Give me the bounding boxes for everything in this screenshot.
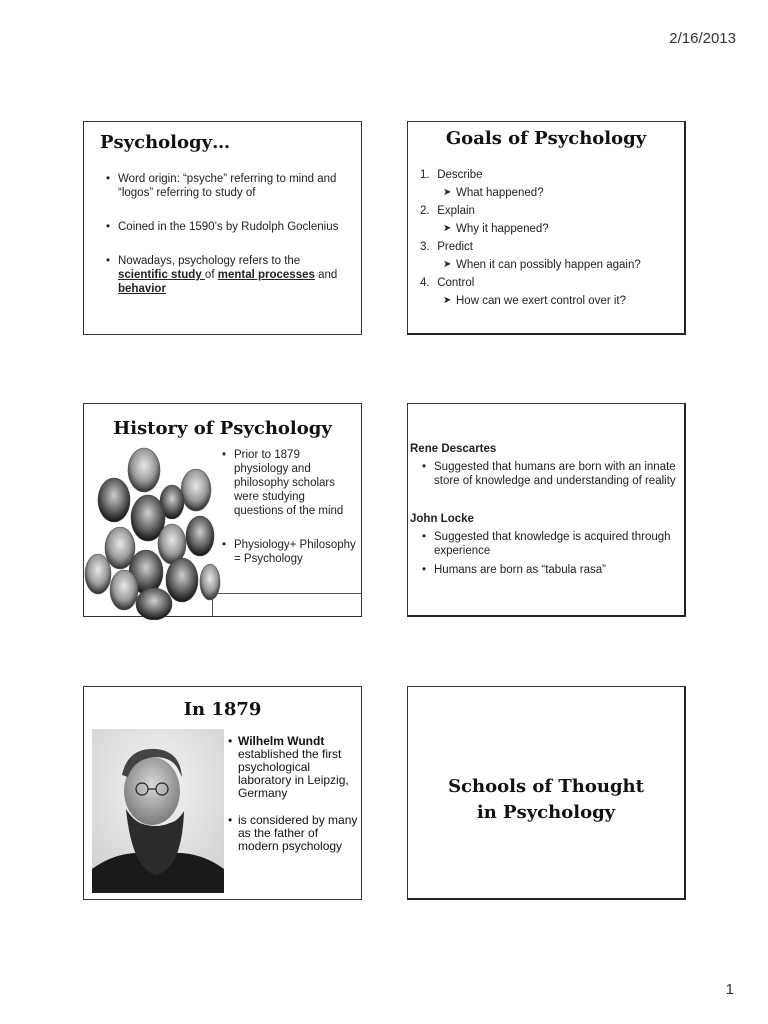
date-label: 2/16/2013 (669, 30, 736, 47)
bullet-wundt (228, 735, 358, 800)
goals-list (420, 168, 680, 312)
bullet-locke-2: • Humans are born as “tabula rasa” (420, 563, 682, 577)
slide-descartes-locke (407, 403, 686, 617)
goal-number: 3. (420, 241, 430, 253)
page-number: 1 (725, 981, 734, 998)
goal-number: 1. (420, 169, 430, 181)
goal-item (420, 276, 680, 308)
slide-title: History of Psychology (113, 418, 332, 439)
portrait-collage-image (84, 444, 222, 620)
arrow-bullet-icon: ➤ (443, 259, 452, 270)
bullet-descartes: • Suggested that humans are born with an innate store of knowledge and understanding of reality (420, 460, 682, 488)
slide-history (83, 403, 362, 617)
arrow-bullet-icon: ➤ (443, 223, 452, 234)
wundt-portrait-image (92, 729, 224, 893)
slide-title: Psychology… (100, 132, 231, 153)
bullet-locke-1: • Suggested that knowledge is acquired through experience (420, 530, 682, 558)
text-fragment: established the first psychological laboratory in Leipzig, Germany (238, 747, 349, 800)
arrow-bullet-icon: ➤ (443, 295, 452, 306)
bullet-word-origin: • Word origin: “psyche” referring to mind and “logos” referring to study of (104, 172, 344, 200)
goal-sub: Why it happened? (456, 223, 549, 235)
slide-body (228, 735, 358, 867)
slide-body (220, 448, 356, 586)
goal-label: Explain (437, 205, 475, 217)
slide-title (408, 774, 684, 826)
text-fragment: Nowadays, psychology refers to the (118, 255, 301, 267)
slide-body (410, 442, 682, 601)
goal-label: Control (437, 277, 475, 289)
goal-sub: What happened? (456, 187, 544, 199)
slide-title: In 1879 (183, 699, 262, 720)
person-name: Rene Descartes (410, 443, 497, 455)
goal-item (420, 168, 680, 200)
person-name: Wilhelm Wundt (238, 734, 325, 748)
bullet-equation: • Physiology+ Philosophy = Psychology (220, 538, 356, 566)
bullet-prior-1879: • Prior to 1879 physiology and philosophy scholars were studying questions of the mind (220, 448, 356, 518)
bullet-nowadays (104, 254, 344, 296)
title-line: in Psychology (476, 802, 616, 823)
empty-placeholder-box (212, 593, 361, 616)
person-name: John Locke (410, 513, 474, 525)
goal-item (420, 240, 680, 272)
title-line: Schools of Thought (448, 776, 644, 797)
slide-1879 (83, 686, 362, 900)
goal-sub: When it can possibly happen again? (456, 259, 641, 271)
slide-body (104, 172, 344, 316)
goal-label: Describe (437, 169, 483, 181)
underlined-term: mental processes (217, 269, 315, 281)
text-fragment: and (314, 269, 338, 281)
arrow-bullet-icon: ➤ (443, 187, 452, 198)
bullet-coined: • Coined in the 1590’s by Rudolph Goclenius (104, 220, 344, 234)
slide-goals (407, 121, 686, 335)
goal-label: Predict (437, 241, 473, 253)
text-fragment: of (204, 269, 218, 281)
underlined-term: scientific study (118, 269, 205, 281)
bullet-father: • is considered by many as the father of modern psychology (228, 814, 358, 853)
slide-psychology (83, 121, 362, 335)
goal-item (420, 204, 680, 236)
slide-schools (407, 686, 686, 900)
underlined-term: behavior (118, 283, 166, 295)
goal-number: 4. (420, 277, 430, 289)
slide-title: Goals of Psychology (445, 128, 647, 149)
goal-sub: How can we exert control over it? (456, 295, 627, 307)
goal-number: 2. (420, 205, 430, 217)
